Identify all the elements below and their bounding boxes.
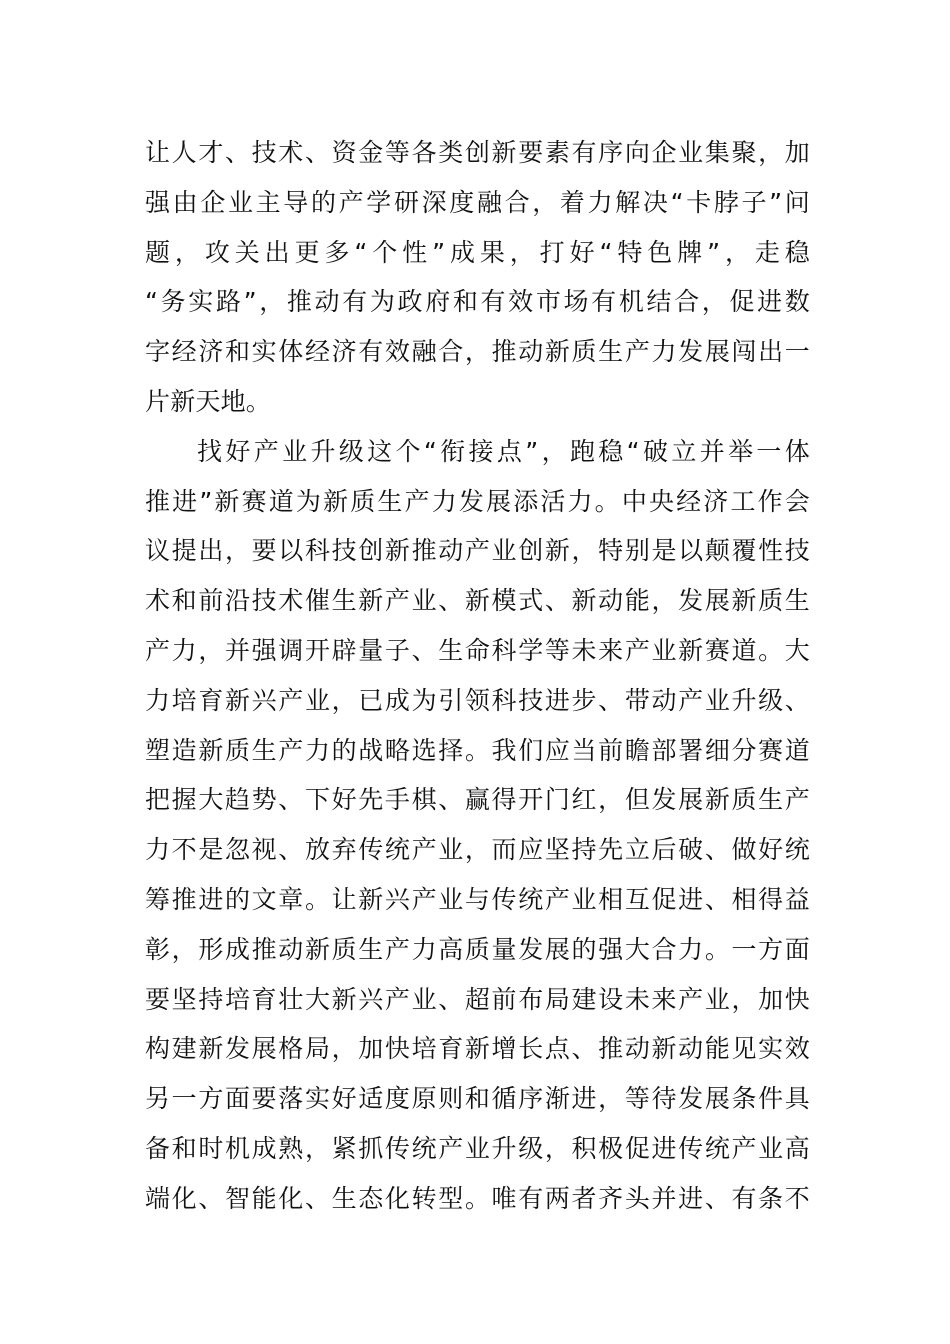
text-line: 推进”新赛道为新质生产力发展添活力。中央经济工作会: [145, 486, 810, 516]
text-line: 力培育新兴产业，已成为引领科技进步、带动产业升级、: [145, 685, 810, 715]
text-line: 力不是忽视、放弃传统产业，而应坚持先立后破、做好统: [145, 835, 810, 865]
text-line: 端化、智能化、生态化转型。唯有两者齐头并进、有条不: [145, 1183, 810, 1213]
text-line: 字经济和实体经济有效融合，推动新质生产力发展闯出一: [145, 337, 810, 367]
text-line: 塑造新质生产力的战略选择。我们应当前瞻部署细分赛道: [145, 735, 810, 765]
text-line: 题，攻关出更多“个性”成果，打好“特色牌”，走稳: [145, 237, 810, 267]
text-line: 议提出，要以科技创新推动产业创新，特别是以颠覆性技: [145, 536, 810, 566]
text-line: 把握大趋势、下好先手棋、赢得开门红，但发展新质生产: [145, 785, 810, 815]
text-line: 产力，并强调开辟量子、生命科学等未来产业新赛道。大: [145, 635, 810, 665]
text-line: 筹推进的文章。让新兴产业与传统产业相互促进、相得益: [145, 884, 810, 914]
text-line: 强由企业主导的产学研深度融合，着力解决“卡脖子”问: [145, 187, 810, 217]
text-line: 要坚持培育壮大新兴产业、超前布局建设未来产业，加快: [145, 984, 810, 1014]
body-text: [145, 128, 810, 1224]
text-line: 另一方面要落实好适度原则和循序渐进，等待发展条件具: [145, 1084, 810, 1114]
text-line: 备和时机成熟，紧抓传统产业升级，积极促进传统产业高: [145, 1133, 810, 1163]
text-line: 彰，形成推动新质生产力高质量发展的强大合力。一方面: [145, 934, 810, 964]
text-line: 让人才、技术、资金等各类创新要素有序向企业集聚，加: [145, 138, 810, 167]
text-line: 构建新发展格局，加快培育新增长点、推动新动能见实效: [145, 1034, 810, 1064]
text-line: “务实路”，推动有为政府和有效市场有机结合，促进数: [145, 287, 810, 317]
text-line: 片新天地。: [145, 386, 272, 416]
text-line: 术和前沿技术催生新产业、新模式、新动能，发展新质生: [145, 586, 810, 616]
text-line: 找好产业升级这个“衔接点”，跑稳“破立并举一体: [197, 436, 810, 466]
